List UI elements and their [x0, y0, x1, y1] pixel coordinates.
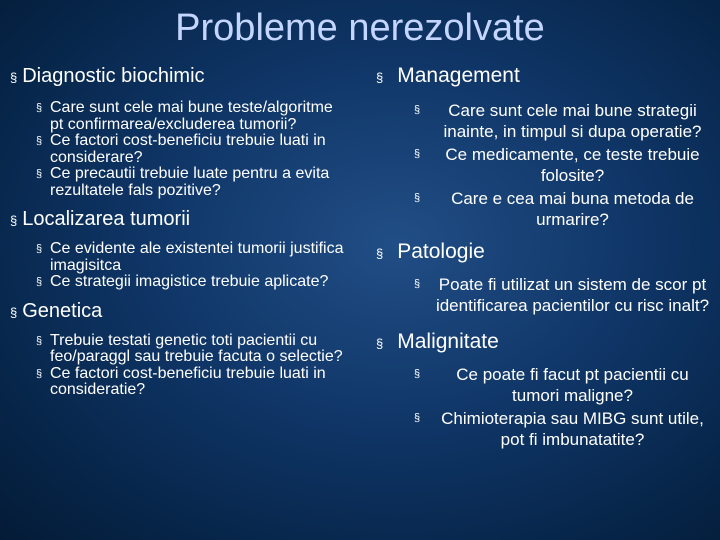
list-item: § Ce strategii imagistice trebuie aplicate?: [36, 273, 329, 290]
section-heading-patologie: [376, 240, 716, 266]
list-item: § Trebuie testati genetic toti pacientii cu feo/paraggl sau trebuie facuta o selectie?: [36, 331, 343, 365]
square-bullet-icon: §: [10, 70, 18, 85]
square-bullet-icon: §: [36, 367, 43, 380]
malignitate-list: [414, 364, 716, 450]
list-item: § Ce factori cost-beneficiu trebuie luati in consideratie?: [36, 364, 326, 398]
list-item: § Ce factori cost-beneficiu trebuie luati in considerare?: [36, 132, 326, 166]
square-bullet-icon: §: [36, 102, 43, 114]
square-bullet-icon: §: [414, 192, 421, 204]
list-item: § Ce precautii trebuie luate pentru a evita rezultatele fals pozitive?: [36, 165, 330, 199]
section-heading-text: Genetica: [22, 299, 103, 322]
square-bullet-icon: §: [10, 213, 18, 228]
section-heading-text: Localizarea tumorii: [22, 208, 191, 230]
slide-title: Probleme nerezolvate: [175, 7, 545, 49]
list-item: § Ce evidente ale existentei tumorii justifica imagisitca: [36, 240, 344, 274]
list-item: § Ce poate fi facut pt pacientii cu tumori maligne?: [414, 365, 689, 405]
section-heading-diagnostic: [10, 64, 355, 90]
square-bullet-icon: §: [414, 148, 421, 160]
square-bullet-icon: §: [36, 334, 43, 347]
list-item: § Care e cea mai buna metoda de urmarire?: [414, 189, 694, 229]
section-heading-management: [376, 64, 716, 90]
patologie-list: [414, 274, 716, 316]
section-heading-text: Malignitate: [397, 330, 499, 353]
list-item: § Care sunt cele mai bune teste/algoritme pt confirmarea/excluderea tumorii?: [36, 99, 333, 133]
list-item: § Poate fi utilizat un sistem de scor pt identificarea pacientilor cu risc inalt?: [414, 275, 710, 315]
square-bullet-icon: §: [376, 70, 384, 85]
section-heading-text: Diagnostic biochimic: [22, 65, 205, 87]
right-column: [376, 64, 716, 450]
localizare-list: [36, 241, 355, 291]
list-item: § Care sunt cele mai bune strategii inainte, in timpul si dupa operatie?: [414, 101, 702, 141]
square-bullet-icon: §: [36, 135, 43, 147]
section-heading-malignitate: [376, 330, 716, 356]
list-item: § Ce medicamente, ce teste trebuie folosite?: [414, 145, 700, 185]
square-bullet-icon: §: [376, 336, 384, 351]
square-bullet-icon: §: [36, 276, 43, 288]
square-bullet-icon: §: [414, 278, 421, 290]
square-bullet-icon: §: [36, 168, 43, 180]
diagnostic-list: [36, 100, 355, 199]
square-bullet-icon: §: [414, 104, 421, 116]
square-bullet-icon: §: [10, 304, 18, 320]
section-heading-genetica: [10, 299, 355, 325]
square-bullet-icon: §: [414, 412, 421, 424]
management-list: [414, 100, 716, 230]
section-heading-text: Management: [397, 64, 520, 87]
square-bullet-icon: §: [414, 368, 421, 380]
left-column: [10, 64, 355, 399]
section-heading-localizare: [10, 207, 355, 233]
square-bullet-icon: §: [376, 246, 384, 261]
genetica-list: [36, 333, 355, 399]
list-item: § Chimioterapia sau MIBG sunt utile, pot fi imbunatatite?: [414, 409, 704, 449]
square-bullet-icon: §: [36, 243, 43, 255]
section-heading-text: Patologie: [397, 240, 485, 263]
